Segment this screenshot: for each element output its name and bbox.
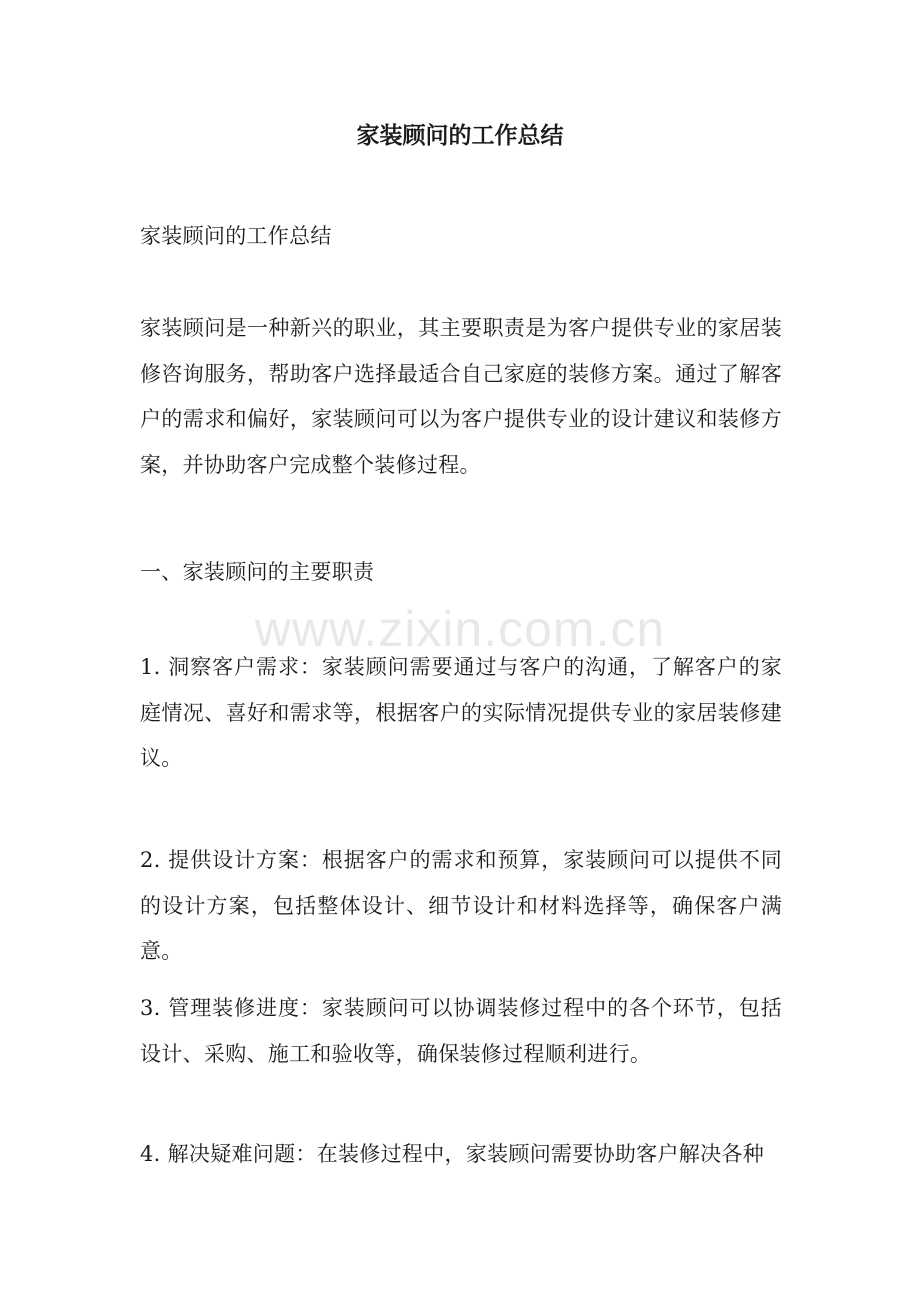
document-subtitle: 家装顾问的工作总结 <box>140 224 332 248</box>
document-title: 家装顾问的工作总结 <box>356 122 564 149</box>
watermark: www.zixin.com.cn <box>254 601 666 657</box>
list-item: 1. 洞察客户需求：家装顾问需要通过与客户的沟通，了解客户的家庭情况、喜好和需求等，根据客户的实际情况提供专业的家居装修建议。 <box>140 655 782 771</box>
section-heading: 一、家装顾问的主要职责 <box>140 560 375 584</box>
list-item: 4. 解决疑难问题：在装修过程中，家装顾问需要协助客户解决各种 <box>140 1142 765 1166</box>
intro-paragraph: 家装顾问是一种新兴的职业，其主要职责是为客户提供专业的家居装修咨询服务，帮助客户选择最适合自己家庭的装修方案。通过了解客户的需求和偏好，家装顾问可以为客户提供专业的设计建议和装修方案，并协助客户完成整个装修过程。 <box>140 316 782 477</box>
list-item: 3. 管理装修进度：家装顾问可以协调装修过程中的各个环节，包括设计、采购、施工和验收等，确保装修过程顺利进行。 <box>140 996 782 1066</box>
list-item: 2. 提供设计方案：根据客户的需求和预算，家装顾问可以提供不同的设计方案，包括整体设计、细节设计和材料选择等，确保客户满意。 <box>140 848 782 964</box>
